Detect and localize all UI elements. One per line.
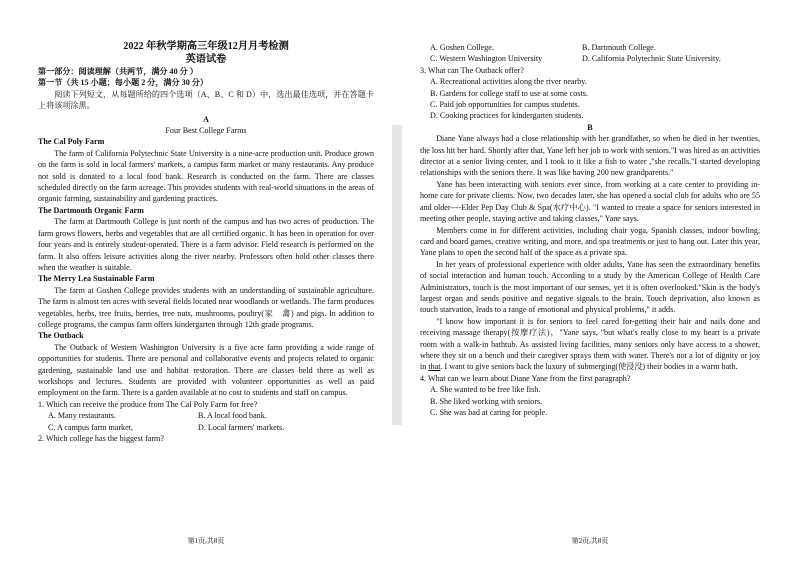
farm-paragraph-cal-poly: The farm of California Polytechnic State University is a nine-acre production unit. Produce grown on the farm is sold in local farmers' markets, a campus farm market or many restaurants. Any produce not sold is donated to a local food bank. Research is conducted on the farm. There are classes scheduled directly on the farm acreage. This provides students with real-world situations in the areas of organic farming, sustainability and gardening practices. [38, 148, 374, 204]
farm-heading-dartmouth: The Dartmouth Organic Farm [38, 205, 144, 215]
passage-letter-b: B [587, 122, 593, 132]
q1-option-a: A. Many restaurants. [48, 411, 116, 421]
passage-b-paragraph-3: Members come in for different activities, including chair yoga, Spanish classes, indoor bowling, card and board games, creative writing, and more, and spa treatments or just to hang out. Later this year, Yane plans to open the second half of the space as a private spa. [420, 225, 760, 258]
exam-title: 2022 年秋学期高三年级12月月考检测 [123, 41, 289, 52]
page-footer-left: 第1页,共8页 [187, 536, 225, 545]
q1-option-b: B. A local food bank. [198, 411, 267, 421]
passage-letter-a: A [203, 114, 209, 124]
passage-b-paragraph-5 [420, 316, 760, 373]
left-page [38, 0, 374, 561]
exam-subtitle: 英语试卷 [185, 54, 227, 65]
farm-paragraph-merry-lea: The farm at Goshen College provides students with an understanding of sustainable agriculture. The farm is almost ten acres with several fields located near woodlands or wetlands. The farm produces vegetables, herbs, tree fruits, berries, tree nuts, mushrooms, poultry(家 禽) and pigs. In addition to college programs, the campus farm offers kindergarten through 12th grade programs. [38, 285, 374, 329]
paragraph-5-start: "I know how important it is for seniors to feel cared for-getting their hair and nails done and receiving massage therapy(按摩疗法)，"Yane says, "but what's really close to my heart is a private room with a walk-in bathtub. As assisted living facilities, many seniors only have access to a shower, where they sit on a bench and their caregiver sprays them with water. There's not a lot of dignity or joy in [420, 316, 760, 372]
passage-b-paragraph-2: Yane has been interacting with seniors ever since, from working at a care center to providing in-home care for private clients. Now, two decades later, she has opened a social club for adults who are 55 and older----Elder Pep Day Club & Spa(水疗中心). "I wanted to create a space for seniors interested in meeting other people, staying active and taking classes," Yane says. [420, 179, 760, 224]
section-heading: 第一节（共 15 小题；每小题 2 分，满分 30 分） [38, 78, 208, 88]
question-1-options [38, 410, 374, 433]
q4-option-b: B. She liked working with seniors. [430, 396, 543, 406]
q1-option-c: C. A campus farm market, [48, 422, 133, 432]
q2-option-a: A. Goshen College. [430, 43, 494, 52]
paragraph-5-end: . I want to give seniors back the luxury of submerging(使浸没) their bodies in a warm bath. [440, 362, 738, 372]
farm-paragraph-dartmouth: The farm at Dartmouth College is just north of the campus and has two acres of production. The farm grows flowers, herbs and vegetables that are all certified organic. It has been in operation for over four years and is entirely student-operated. There is a farm advisor. Field research is performed on the farm. It also offers leisure activities along the river nearby. Professors often hold other classes there when the weather is suitable. [38, 217, 374, 272]
q3-option-d: D. Cooking practices for kindergarten students. [430, 111, 584, 121]
passage-title: Four Best College Farms [165, 126, 247, 136]
farm-heading-cal-poly: The Cal Poly Farm [38, 137, 105, 147]
part-heading: 第一部分：阅读理解（共两节，满分 40 分 ） [38, 67, 198, 76]
passage-b-paragraph-1: Diane Yane always had a close relationship with her grandfather, so when he died in her twenties, the loss hit her hard. Shortly after that, Yane left her job to work with seniors."I was hired as an activities director at a senior living center, and I took to it like a fish to water ,"she recalls."I started developing relationships with the seniors there. It was like having 200 new grandparents." [420, 134, 760, 178]
question-4: 4. What can we learn about Diane Yane from the first paragraph? [420, 373, 631, 383]
q3-option-b: B. Gardens for college staff to use at some costs. [430, 88, 588, 98]
q2-option-d: D. California Polytechnic State University. [582, 54, 721, 64]
question-2-options [420, 42, 760, 65]
q3-option-c: C. Paid job opportunities for campus students. [430, 100, 580, 110]
right-page [420, 0, 760, 561]
q4-option-a: A. She wanted to be free like fish. [430, 385, 541, 395]
farm-heading-outback: The Outback [38, 331, 84, 341]
underlined-word-that: that [428, 362, 441, 372]
question-3: 3. What can The Outback offer? [420, 65, 524, 75]
question-1: 1. Which can receive the produce from The Cal Poly Farm for free? [38, 399, 258, 409]
q2-option-c: C. Western Washington University [430, 54, 543, 64]
question-2: 2. Which college has the biggest farm? [38, 434, 164, 443]
q2-option-b: B. Dartmouth College. [582, 43, 656, 52]
q3-option-a: A. Recreational activities along the river nearby. [430, 77, 587, 87]
q4-option-c: C. She was bad at caring for people. [430, 408, 548, 417]
page-footer-right: 第2页,共8页 [571, 536, 609, 545]
page-divider [392, 125, 402, 425]
q1-option-d: D. Local farmers' markets. [198, 422, 285, 432]
instructions: 阅读下列短文，从每题所给的四个选项（A、B、C 和 D）中，选出最佳选项，并在答题卡上将该项涂黑。 [38, 89, 374, 111]
passage-b-paragraph-4: In her years of professional experience with older adults, Yane has seen the extraordinary benefits of social interaction and human touch. According to a study by the American College of Health Care Administrators, touch is the most important of our senses, yet it is often overlooked."Skin is the body's largest organ and sends positive and negative signals to the brain. Touch deprivation, also known as touch starvation, leads to a range of emotional and physical problems," it adds. [420, 259, 760, 315]
farm-paragraph-outback: The Outback of Western Washington University is a five acre farm providing a wide range of opportunities for students. There are personal and collaborative events and projects related to organic gardening, sustainable land use and habitat restoration. There are classes held there as well as workshops and lectures. Students are provided with volunteer opportunities as well as paid employment on the farm. There is a garden available at no cost to students and staff on campus. [38, 342, 374, 398]
farm-heading-merry-lea: The Merry Lea Sustainable Farm [38, 274, 155, 284]
